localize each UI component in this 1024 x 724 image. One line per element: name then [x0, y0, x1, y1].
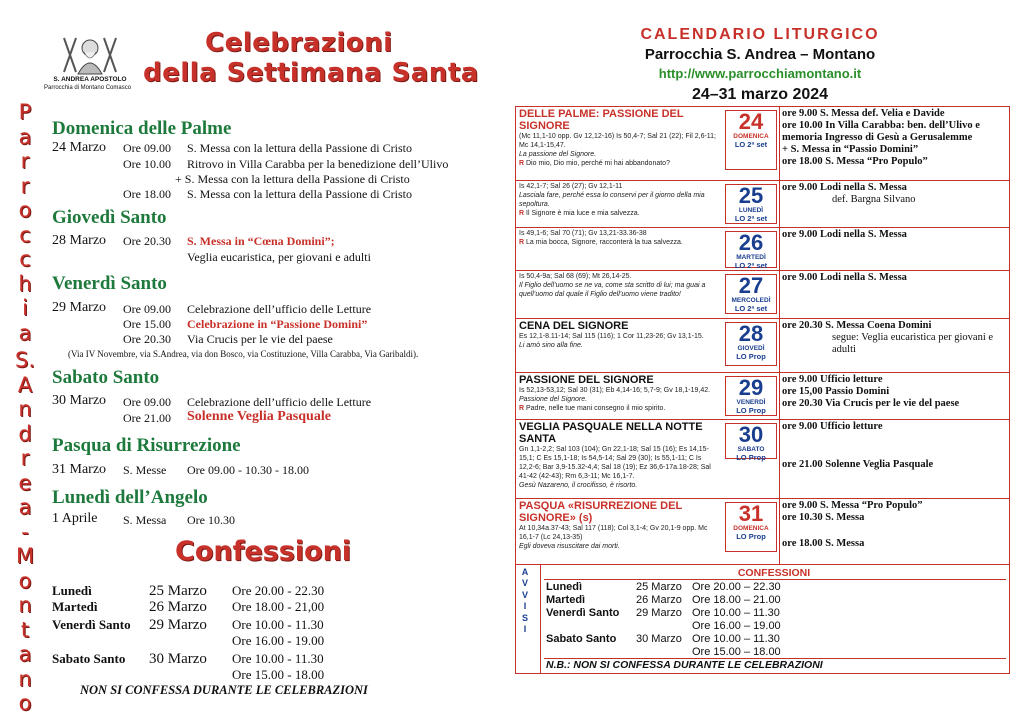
- time-sabato-1: Ore 09.00: [123, 395, 171, 409]
- vertical-letter: h: [18, 271, 32, 296]
- day-reading-refs: Is 49,1-6; Sal 70 (71); Gv 13,21-33.36-38: [519, 230, 647, 237]
- avvisi-letter: V: [521, 589, 528, 600]
- day-weekday: DOMENICA: [733, 133, 769, 140]
- day-number-box: [725, 110, 777, 170]
- avvisi-day: Martedì: [546, 594, 586, 606]
- text-venerdi-2: Celebrazione in “Passione Domini”: [187, 317, 368, 331]
- day-masses: [782, 320, 1007, 356]
- day-psalm-response: [519, 159, 719, 168]
- calendar-day-row: [516, 319, 1009, 373]
- day-number-box: [725, 502, 777, 552]
- day-number: 25: [738, 183, 764, 208]
- avvisi-day: Lunedì: [546, 581, 583, 593]
- heading-sabato: Sabato Santo: [52, 367, 160, 388]
- day-reading-refs: (Mc 11,1-10 opp. Gv 12,12-16) Is 50,4-7; Sal 21 (22); Fil 2,6-11; Mc 14,1-15,47.: [519, 133, 717, 149]
- day-psalm-response: [519, 238, 719, 247]
- heading-angelo: Lunedì dell’Angelo: [52, 487, 208, 508]
- day-readings: [519, 500, 719, 551]
- day-number-box: [725, 376, 777, 416]
- response-text: La mia bocca, Signore, racconterà la tua salvezza.: [526, 239, 683, 246]
- day-antiphon: Il Figlio dell’uomo se ne va, come sta scritto di lui; ma guai a quell’uomo dal quale il Figlio dell’uomo viene tradito!: [519, 282, 706, 298]
- text-sabato-1: Celebrazione dell’ufficio delle Letture: [187, 395, 372, 409]
- text-palme-3: + S. Messa con la lettura della Passione di Cristo: [175, 172, 410, 186]
- day-number: 27: [738, 273, 764, 298]
- mass-line: ore 9.00 S. Messa def. Velia e Davide: [782, 108, 945, 119]
- avvisi-letter: S: [521, 612, 528, 623]
- day-title: PASQUA «RISURREZIONE DEL SIGNORE» (s): [519, 500, 682, 524]
- calendar-day-row: [516, 271, 1009, 319]
- day-lo: LO Prop: [736, 453, 766, 462]
- day-readings: [519, 320, 719, 350]
- avvisi-time: Ore 20.00 – 22.30: [692, 581, 781, 593]
- day-masses: [782, 374, 1007, 410]
- day-readings: [519, 108, 719, 168]
- vertical-letter: e: [18, 470, 32, 495]
- confession-day: Lunedì: [52, 583, 92, 598]
- mass-line: ore 20.30 Via Crucis per le vie del paese: [782, 398, 960, 409]
- text-palme-2: Ritrovo in Villa Carabba per la benedizione dell’Ulivo: [187, 157, 449, 171]
- time-palme-1: Ore 09.00: [123, 141, 171, 155]
- avvisi-date: 25 Marzo: [636, 581, 682, 593]
- vertical-letter: o: [18, 691, 32, 715]
- avvisi-letter: A: [521, 567, 529, 577]
- response-text: Il Signore è mia luce e mia salvezza.: [526, 210, 640, 217]
- mass-line: ore 21.00 Solenne Veglia Pasquale: [782, 459, 934, 470]
- vertical-letter: r: [20, 173, 30, 198]
- text-giovedi-sub: Veglia eucaristica, per giovani e adulti: [187, 250, 371, 264]
- day-title: VEGLIA PASQUALE NELLA NOTTE SANTA: [519, 421, 703, 445]
- day-title: CENA DEL SIGNORE: [519, 320, 629, 332]
- day-lo: LO 2ª set: [734, 304, 768, 313]
- text-sabato-2: Solenne Veglia Pasquale: [187, 409, 331, 424]
- avvisi-letter: V: [521, 578, 528, 589]
- date-pasqua: 31 Marzo: [52, 462, 107, 477]
- response-mark: R: [519, 405, 526, 412]
- text-venerdi-3: Via Crucis per le vie del paese: [187, 332, 333, 346]
- avvisi-section: [516, 565, 1009, 673]
- heading-venerdi: Venerdì Santo: [52, 273, 167, 294]
- response-text: Padre, nelle tue mani consegno il mio spirito.: [526, 405, 666, 412]
- calendar-day-row: [516, 228, 1009, 271]
- time-venerdi-3: Ore 20.30: [123, 332, 171, 346]
- avvisi-date: 26 Marzo: [636, 594, 682, 606]
- day-title: DELLE PALME: PASSIONE DEL SIGNORE: [519, 108, 684, 132]
- day-psalm-response: [519, 209, 719, 218]
- day-weekday: MERCOLEDÌ: [731, 297, 771, 304]
- day-number: 26: [738, 230, 764, 255]
- left-title-2: della Settimana Santa: [143, 58, 479, 88]
- vertical-letter: d: [18, 421, 32, 446]
- vertical-letter: n: [18, 666, 32, 691]
- confession-time: Ore 10.00 - 11.30: [232, 617, 324, 632]
- vertical-parish-name: [12, 100, 38, 716]
- day-readings: [519, 182, 719, 218]
- day-lo: LO 2ª set: [734, 261, 768, 270]
- day-antiphon: Li amò sino alla fine.: [519, 342, 583, 349]
- confessioni-table: [52, 583, 382, 683]
- avvisi-divider: [540, 565, 541, 673]
- day-masses: [782, 229, 1007, 241]
- time-sabato-2: Ore 21.00: [123, 411, 171, 425]
- date-venerdi: 29 Marzo: [52, 300, 107, 315]
- response-mark: R: [519, 210, 526, 217]
- day-number: 29: [738, 375, 764, 400]
- day-weekday: SABATO: [737, 446, 765, 453]
- avvisi-time: Ore 10.00 – 11.30: [692, 607, 780, 619]
- day-number: 24: [738, 109, 764, 134]
- confession-time: Ore 18.00 - 21,00: [232, 599, 325, 614]
- text-palme-4: S. Messa con la lettura della Passione di Cristo: [187, 187, 412, 201]
- day-number-box: [725, 322, 777, 366]
- day-reading-refs: Is 50,4-9a; Sal 68 (69); Mt 26,14-25.: [519, 273, 632, 280]
- time-venerdi-2: Ore 15.00: [123, 317, 171, 331]
- day-readings: [519, 272, 719, 299]
- day-reading-refs: At 10,34a.37-43; Sal 117 (118); Col 3,1-4; Gv 20,1-9 opp. Mc 16,1-7 (Lc 24,13-35): [519, 525, 708, 541]
- confession-date: 26 Marzo: [149, 599, 207, 615]
- saint-andrew-icon: [60, 34, 120, 76]
- vertical-letter: r: [20, 446, 30, 470]
- day-masses: [782, 272, 1007, 284]
- vertical-letter: P: [18, 100, 32, 124]
- column-divider: [779, 107, 780, 565]
- vertical-letter: o: [18, 198, 32, 222]
- mass-line: ore 10.30 S. Messa: [782, 512, 865, 523]
- response-mark: R: [519, 239, 526, 246]
- day-number: 31: [738, 501, 764, 526]
- day-weekday: GIOVEDÌ: [737, 345, 765, 352]
- vertical-letter: r: [20, 149, 30, 173]
- day-number-box: [725, 422, 777, 462]
- day-antiphon: Passione del Signore.: [519, 396, 588, 403]
- vertical-letter: a: [18, 495, 32, 519]
- vertical-letter: a: [18, 320, 32, 345]
- calendar-day-row: [516, 499, 1009, 565]
- day-number: 30: [738, 422, 764, 447]
- calendar-day-row: [516, 373, 1009, 420]
- day-psalm-response: [519, 404, 719, 413]
- day-lo: LO 2ª set: [734, 140, 768, 149]
- avvisi-note: N.B.: NON SI CONFESSA DURANTE LE CELEBRAZIONI: [546, 659, 823, 671]
- mass-line: ore 9.00 Lodi nella S. Messa: [782, 272, 907, 283]
- mass-line: segue: Veglia eucaristica per giovani e adulti: [832, 332, 994, 355]
- parish-logo: [44, 34, 132, 92]
- vertical-letter: n: [18, 593, 32, 617]
- avvisi-date: 30 Marzo: [636, 633, 682, 645]
- calendar-day-row: [516, 181, 1009, 228]
- vertical-letter: c: [19, 222, 31, 247]
- mass-line: ore 18.00 S. Messa: [782, 538, 865, 549]
- day-readings: [519, 229, 719, 247]
- avvisi-letter: I: [523, 601, 527, 612]
- day-reading-refs: Es 12,1-8.11-14; Sal 115 (116); 1 Cor 11,23-26; Gv 13,1-15.: [519, 333, 704, 340]
- day-weekday: VENERDÌ: [736, 399, 766, 406]
- date-palme: 24 Marzo: [52, 140, 107, 155]
- day-number: 28: [738, 321, 764, 346]
- day-antiphon: La passione del Signore.: [519, 151, 597, 158]
- vertical-letter: c: [19, 247, 31, 271]
- calendar-url[interactable]: http://www.parrocchiamontano.it: [658, 66, 862, 81]
- day-number-box: [725, 184, 777, 224]
- response-mark: R: [519, 160, 526, 167]
- avvisi-day: Venerdì Santo: [546, 607, 620, 619]
- label-angelo: S. Messa: [123, 513, 167, 527]
- day-weekday: DOMENICA: [733, 525, 769, 532]
- vertical-letter: A: [17, 372, 33, 397]
- logo-parish: Parrocchia di Montano Comasco: [44, 85, 132, 91]
- heading-giovedi: Giovedì Santo: [52, 207, 167, 228]
- mass-line: + S. Messa in “Passio Domini”: [782, 144, 919, 155]
- day-number-box: [725, 231, 777, 268]
- day-number-box: [725, 274, 777, 314]
- mass-line: ore 9.00 Ufficio letture: [782, 421, 883, 432]
- time-giovedi: Ore 20.30: [123, 234, 171, 248]
- day-antiphon: Lasciala fare, perché essa lo conservi per il giorno della mia sepoltura.: [519, 192, 705, 208]
- avvisi-time: Ore 18.00 – 21.00: [692, 594, 781, 606]
- confession-date: 25 Marzo: [149, 583, 207, 599]
- avvisi-side-label: [518, 567, 532, 635]
- day-masses: [782, 182, 1007, 206]
- vertical-letter: o: [18, 568, 32, 593]
- mass-line: ore 15,00 Passio Domini: [782, 386, 890, 397]
- mass-line: ore 9.00 Ufficio letture: [782, 374, 883, 385]
- vertical-letter: i: [22, 296, 28, 320]
- venerdi-route-note: (Via IV Novembre, via S.Andrea, via don Bosco, via Costituzione, Villa Carabba, Via Garibaldi).: [68, 349, 419, 359]
- calendar-range: 24–31 marzo 2024: [691, 86, 829, 103]
- day-reading-refs: Is 52,13-53,12; Sal 30 (31); Eb 4,14-16; 5,7-9; Gv 18,1-19,42.: [519, 387, 711, 394]
- confession-day: Venerdì Santo: [52, 617, 131, 632]
- calendar-title: CALENDARIO LITURGICO: [640, 26, 880, 43]
- confessioni-note: NON SI CONFESSA DURANTE LE CELEBRAZIONI: [80, 683, 368, 697]
- day-antiphon: Gesù Nazareno, il crocifisso, è risorto.: [519, 482, 638, 489]
- heading-pasqua: Pasqua di Risurrezione: [52, 435, 241, 456]
- vertical-letter: a: [18, 124, 32, 149]
- confessioni-title: Confessioni: [175, 536, 352, 567]
- avvisi-time: Ore 15.00 – 18.00: [692, 646, 781, 658]
- vertical-letter: t: [20, 617, 30, 642]
- vertical-letter: M: [15, 544, 35, 568]
- calendar-table: [515, 106, 1010, 674]
- confession-time: Ore 20.00 - 22.30: [232, 583, 325, 598]
- day-weekday: MARTEDÌ: [736, 254, 766, 261]
- avvisi-letter: I: [523, 624, 527, 635]
- avvisi-time: Ore 16.00 – 19.00: [692, 620, 781, 632]
- times-pasqua: Ore 09.00 - 10.30 - 18.00: [187, 463, 309, 477]
- avvisi-title: CONFESSIONI: [737, 567, 811, 579]
- date-sabato: 30 Marzo: [52, 393, 107, 408]
- mass-line: ore 9.00 S. Messa “Pro Populo”: [782, 500, 923, 511]
- vertical-letter: a: [18, 642, 32, 666]
- avvisi-time: Ore 10.00 – 11.30: [692, 633, 780, 645]
- day-reading-refs: Gn 1,1-2,2; Sal 103 (104); Gn 22,1-18; Sal 15 (16); Es 14,15-15,1; C Es 15,1-18; Is 54,5-14; Sal 29 (30); Is 55,1-11; C Is 12,2-6; Bar 3,9-15.32-4,4; Sal 18 (19); Ez 36,6-17a.18-28; Sal 41-42 (42-43); Rm 6,3-11; Mc 16,1-7.: [519, 446, 711, 480]
- calendar-day-row: [516, 107, 1009, 181]
- mass-line: ore 10.00 In Villa Carabba: ben. dell’Ulivo e memoria Ingresso di Gesù a Gerusalemme: [782, 120, 980, 143]
- time-angelo: Ore 10.30: [187, 513, 235, 527]
- day-masses: [782, 421, 1007, 471]
- response-text: Dio mio, Dio mio, perché mi hai abbandonato?: [526, 160, 670, 167]
- date-giovedi: 28 Marzo: [52, 233, 107, 248]
- confession-time: Ore 10.00 - 11.30: [232, 651, 324, 666]
- day-lo: LO Prop: [736, 406, 766, 415]
- vertical-letter: n: [18, 397, 32, 421]
- text-giovedi-main: S. Messa in “Cœna Domini”;: [187, 234, 335, 248]
- day-antiphon: Egli doveva risuscitare dai morti.: [519, 543, 620, 550]
- time-venerdi-1: Ore 09.00: [123, 302, 171, 316]
- confession-day: Sabato Santo: [52, 651, 126, 666]
- vertical-letter: S.: [14, 348, 35, 372]
- mass-line: ore 20.30 S. Messa Coena Domini: [782, 320, 932, 331]
- label-pasqua: S. Messe: [123, 463, 167, 477]
- mass-line: ore 18.00 S. Messa “Pro Populo”: [782, 156, 928, 167]
- confession-date: 30 Marzo: [149, 651, 207, 667]
- calendar-day-row: [516, 420, 1009, 499]
- logo-name: S. ANDREA APOSTOLO: [53, 76, 127, 83]
- confession-time: Ore 15.00 - 18.00: [232, 667, 325, 682]
- text-palme-1: S. Messa con la lettura della Passione di Cristo: [187, 141, 412, 155]
- confession-day: Martedì: [52, 599, 98, 614]
- text-venerdi-1: Celebrazione dell’ufficio delle Letture: [187, 302, 372, 316]
- day-lo: LO 2ª set: [734, 214, 768, 223]
- day-lo: LO Prop: [736, 532, 766, 541]
- time-palme-2: Ore 10.00: [123, 157, 171, 171]
- confession-time: Ore 16.00 - 19.00: [232, 633, 325, 648]
- date-angelo: 1 Aprile: [52, 511, 98, 526]
- day-lo: LO Prop: [736, 352, 766, 361]
- calendar-parish: Parrocchia S. Andrea – Montano: [644, 46, 876, 63]
- avvisi-date: 29 Marzo: [636, 607, 682, 619]
- avvisi-day: Sabato Santo: [546, 633, 617, 645]
- mass-line: ore 9.00 Lodi nella S. Messa: [782, 182, 907, 193]
- day-readings: [519, 421, 719, 490]
- mass-line: ore 9.00 Lodi nella S. Messa: [782, 229, 907, 240]
- day-masses: [782, 500, 1007, 550]
- mass-line: def. Bargna Silvano: [832, 194, 916, 205]
- left-title-1: Celebrazioni: [205, 28, 393, 58]
- day-masses: [782, 108, 1007, 168]
- time-palme-4: Ore 18.00: [123, 187, 171, 201]
- day-reading-refs: Is 42,1-7; Sal 26 (27); Gv 12,1-11: [519, 183, 623, 190]
- day-weekday: LUNEDÌ: [738, 207, 764, 214]
- confession-date: 29 Marzo: [149, 617, 207, 633]
- day-readings: [519, 374, 719, 413]
- heading-palme: Domenica delle Palme: [52, 118, 232, 139]
- vertical-letter: -: [21, 519, 29, 544]
- day-title: PASSIONE DEL SIGNORE: [519, 374, 654, 386]
